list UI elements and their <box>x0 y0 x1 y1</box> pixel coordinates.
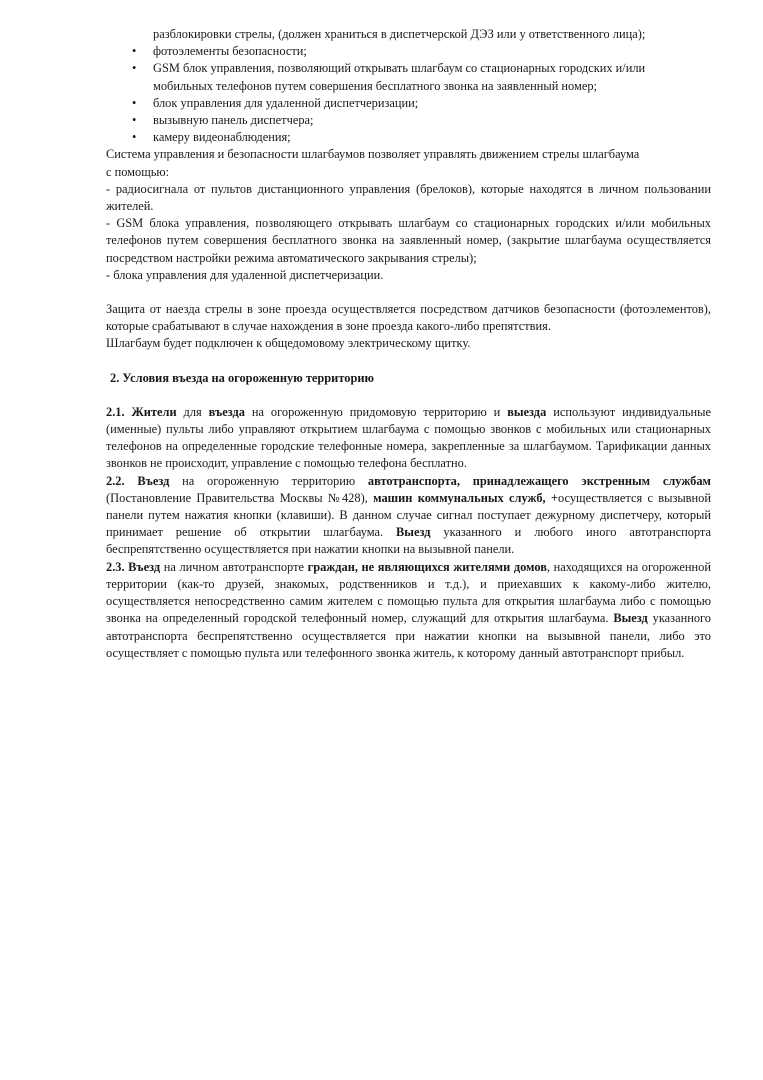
bold-text: Выезд <box>396 525 431 540</box>
paragraph-number: 2.1. <box>106 404 125 419</box>
list-item <box>106 112 711 129</box>
text: на личном автотранспорте <box>160 559 308 574</box>
bold-text: въезда <box>208 404 245 419</box>
bullet-marker: • <box>132 130 137 145</box>
dash-item: - радиосигнала от пультов дистанционного управления (брелоков), которые находятся в личном пользовании жителей. <box>106 181 711 214</box>
list-item-text: фотоэлементы безопасности; <box>153 44 307 59</box>
bold-text: Жители <box>131 404 177 419</box>
bullet-marker: • <box>132 95 137 110</box>
paragraph-number: 2.3. <box>106 559 125 574</box>
list-item <box>106 43 711 60</box>
paragraph-2-1 <box>106 404 711 473</box>
list-continuation: разблокировки стрелы, (должен храниться в диспетчерской ДЭЗ или у ответственного лица); <box>153 27 646 41</box>
list-item-text: блок управления для удаленной диспетчеризации; <box>153 95 419 110</box>
bold-text: Выезд <box>613 611 648 626</box>
bullet-marker: • <box>132 44 137 59</box>
list-item <box>106 60 711 94</box>
text: для <box>176 404 209 419</box>
paragraph-2-2 <box>106 473 711 559</box>
text: на огороженную территорию <box>169 473 368 488</box>
list-item-text: GSM блок управления, позволяющий открывать шлагбаум со стационарных городских и/или <box>153 61 646 76</box>
dash-item: - GSM блока управления, позволяющего открывать шлагбаум со стационарных городских и/или мобильных телефонов путем совершения бесплатного звонка на заявленный номер, (закрытие шлагбаума осуществляется посредством настройки режима автоматического закрывания стрелы); <box>106 216 711 265</box>
list-item <box>106 129 711 146</box>
control-intro-line-2: с помощью: <box>106 164 170 179</box>
text: указанного и любого иного автотранспорта беспрепятственно осуществляется при нажатии кнопки на вызывной панели. <box>106 525 711 557</box>
bullet-marker: • <box>132 61 137 76</box>
text: указанного автотранспорта беспрепятственно осуществляется при нажатии кнопки на вызывной панели, либо это осуществляет с помощью пульта или телефонного звонка житель, к которому данный автотранспорт прибыл. <box>106 611 711 660</box>
paragraph-2-3 <box>106 559 711 662</box>
section-heading: 2. Условия въезда на огороженную территорию <box>110 370 374 385</box>
text: , находящихся на огороженной территории (как-то друзей, знакомых, родственников и т.д.), и приехавших к какому-либо жителю, осуществляется непосредственно самим жителем с помощью пульта для открытия шлагбаума либо с помощью звонка на определенный городской телефонный номер, служащий для открытия шлагбаума. <box>106 559 711 626</box>
bold-text: выезда <box>507 404 547 419</box>
bullet-marker: • <box>132 113 137 128</box>
text: осуществляется с вызывной панели путем нажатия кнопки (клавиши). В данном случае сигнал поступает дежурному диспетчеру, который принимает решение об открытии шлагбаума. <box>106 490 711 540</box>
control-intro-line-1: Система управления и безопасности шлагбаумов позволяет управлять движением стрелы шлагбаума <box>106 147 640 162</box>
list-item <box>106 95 711 112</box>
text: используют индивидуальные (именные) пульты либо управляют открытием шлагбаума с помощью звонков с мобильных или стационарных телефонов на определенные городские телефонные номера, закрепленные за шлагбаумом. Тарификации данных звонков не происходит, управление с помощью телефона бесплатно. <box>106 404 711 471</box>
protection-paragraph: Защита от наезда стрелы в зоне проезда осуществляется посредством датчиков безопасности (фотоэлементов), которые срабатывают в случае нахождения в зоне проезда какого-либо препятствия. <box>106 302 711 334</box>
bold-text: Въезд <box>137 473 170 488</box>
bold-text: автотранспорта, принадлежащего экстренным службам <box>367 473 711 488</box>
bold-text: Въезд <box>128 559 161 574</box>
power-paragraph: Шлагбаум будет подключен к общедомовому электрическому щитку. <box>106 336 471 351</box>
bold-text: машин коммунальных служб, <box>373 490 546 505</box>
list-item-text: камеру видеонаблюдения; <box>153 130 291 145</box>
bold-text: + <box>550 490 559 505</box>
text: на огороженную придомовую территорию и <box>244 404 508 419</box>
dash-item: - блока управления для удаленной диспетчеризации. <box>106 267 384 282</box>
paragraph-number: 2.2. <box>106 473 125 488</box>
text: (Постановление Правительства Москвы №428), <box>106 490 374 505</box>
list-item-text: вызывную панель диспетчера; <box>153 113 314 128</box>
list-item-text-cont: мобильных телефонов путем совершения бесплатного звонка на заявленный номер; <box>153 78 597 93</box>
bold-text: граждан, не являющихся жителями домов <box>307 559 547 574</box>
